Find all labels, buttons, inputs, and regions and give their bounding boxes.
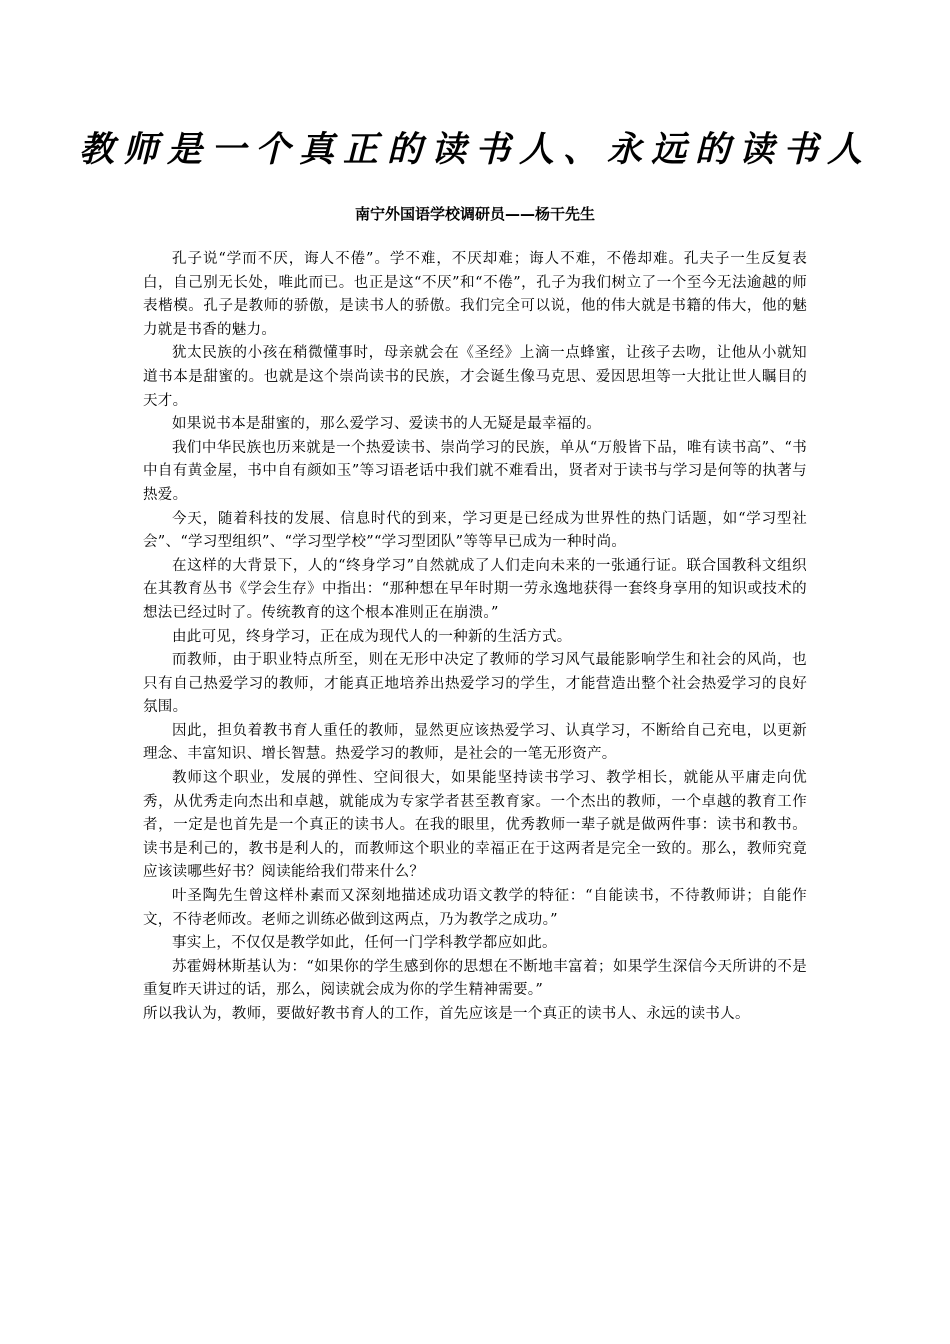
paragraph: 因此，担负着教书育人重任的教师，显然更应该热爱学习、认真学习，不断给自己充电，以更新理念、丰富知识、增长智慧。热爱学习的教师，是社会的一笔无形资产。 <box>143 722 807 763</box>
paragraph: 教师这个职业，发展的弹性、空间很大，如果能坚持读书学习、教学相长，就能从平庸走向优秀，从优秀走向杰出和卓越，就能成为专家学者甚至教育家。一个杰出的教师，一个卓越的教育工作者，一定是也首先是一个真正的读书人。在我的眼里，优秀教师一辈子就是做两件事：读书和教书。读书是利己的，教书是利人的，而教师这个职业的幸福正在于这两者是完全一致的。那么，教师究竟应该读哪些好书？阅读能给我们带来什么？ <box>143 770 807 881</box>
paragraph: 由此可见，终身学习，正在成为现代人的一种新的生活方式。 <box>172 628 572 645</box>
document-body <box>143 248 807 1027</box>
document-author-line: 南宁外国语学校调研员——杨干先生 <box>354 205 595 223</box>
paragraph: 叶圣陶先生曾这样朴素而又深刻地描述成功语文教学的特征：“自能读书，不待教师讲；自能作文，不待老师改。老师之训练必做到这两点，乃为教学之成功。” <box>143 888 807 928</box>
paragraph: 我们中华民族也历来就是一个热爱读书、崇尚学习的民族，单从“万般皆下品，唯有读书高”、“书中自有黄金屋，书中自有颜如玉”等习语老话中我们就不难看出，贤者对于读书与学习是何等的执著与热爱。 <box>143 439 807 503</box>
paragraph: 苏霍姆林斯基认为：“如果你的学生感到你的思想在不断地丰富着；如果学生深信今天所讲的不是重复昨天讲过的话，那么，阅读就会成为你的学生精神需要。” <box>143 958 807 999</box>
paragraph: 犹太民族的小孩在稍微懂事时，母亲就会在《圣经》上滴一点蜂蜜，让孩子去吻，让他从小就知道书本是甜蜜的。也就是这个崇尚读书的民族，才会诞生像马克思、爱因思坦等一大批让世人瞩目的天才。 <box>143 345 807 409</box>
paragraph: 而教师，由于职业特点所至，则在无形中决定了教师的学习风气最能影响学生和社会的风尚，也只有自己热爱学习的教师，才能真正地培养出热爱学习的学生，才能营造出整个社会热爱学习的良好氛围。 <box>143 652 807 716</box>
document-title: 教师是一个真正的读书人、永远的读书人 <box>78 129 871 170</box>
paragraph: 孔子说“学而不厌，诲人不倦”。学不难，不厌却难；诲人不难，不倦却难。孔夫子一生反复表白，自己别无长处，唯此而已。也正是这“不厌”和“不倦”，孔子为我们树立了一个至今无法逾越的师表楷模。孔子是教师的骄傲，是读书人的骄傲。我们完全可以说，他的伟大就是书籍的伟大，他的魅力就是书香的魅力。 <box>143 251 807 338</box>
paragraph: 如果说书本是甜蜜的，那么爱学习、爱读书的人无疑是最幸福的。 <box>172 416 602 433</box>
paragraph: 今天，随着科技的发展、信息时代的到来，学习更是已经成为世界性的热门话题，如“学习型社会”、“学习型组织”、“学习型学校”“学习型团队”等等早已成为一种时尚。 <box>143 510 807 551</box>
paragraph: 在这样的大背景下，人的“终身学习”自然就成了人们走向未来的一张通行证。联合国教科文组织在其教育丛书《学会生存》中指出：“那种想在早年时期一劳永逸地获得一套终身享用的知识或技术的想法已经过时了。传统教育的这个根本准则正在崩溃。” <box>143 557 807 621</box>
paragraph: 事实上，不仅仅是教学如此，任何一门学科教学都应如此。 <box>172 935 557 952</box>
closing-paragraph: 所以我认为，教师，要做好教书育人的工作，首先应该是一个真正的读书人、永远的读书人。 <box>143 1006 750 1022</box>
